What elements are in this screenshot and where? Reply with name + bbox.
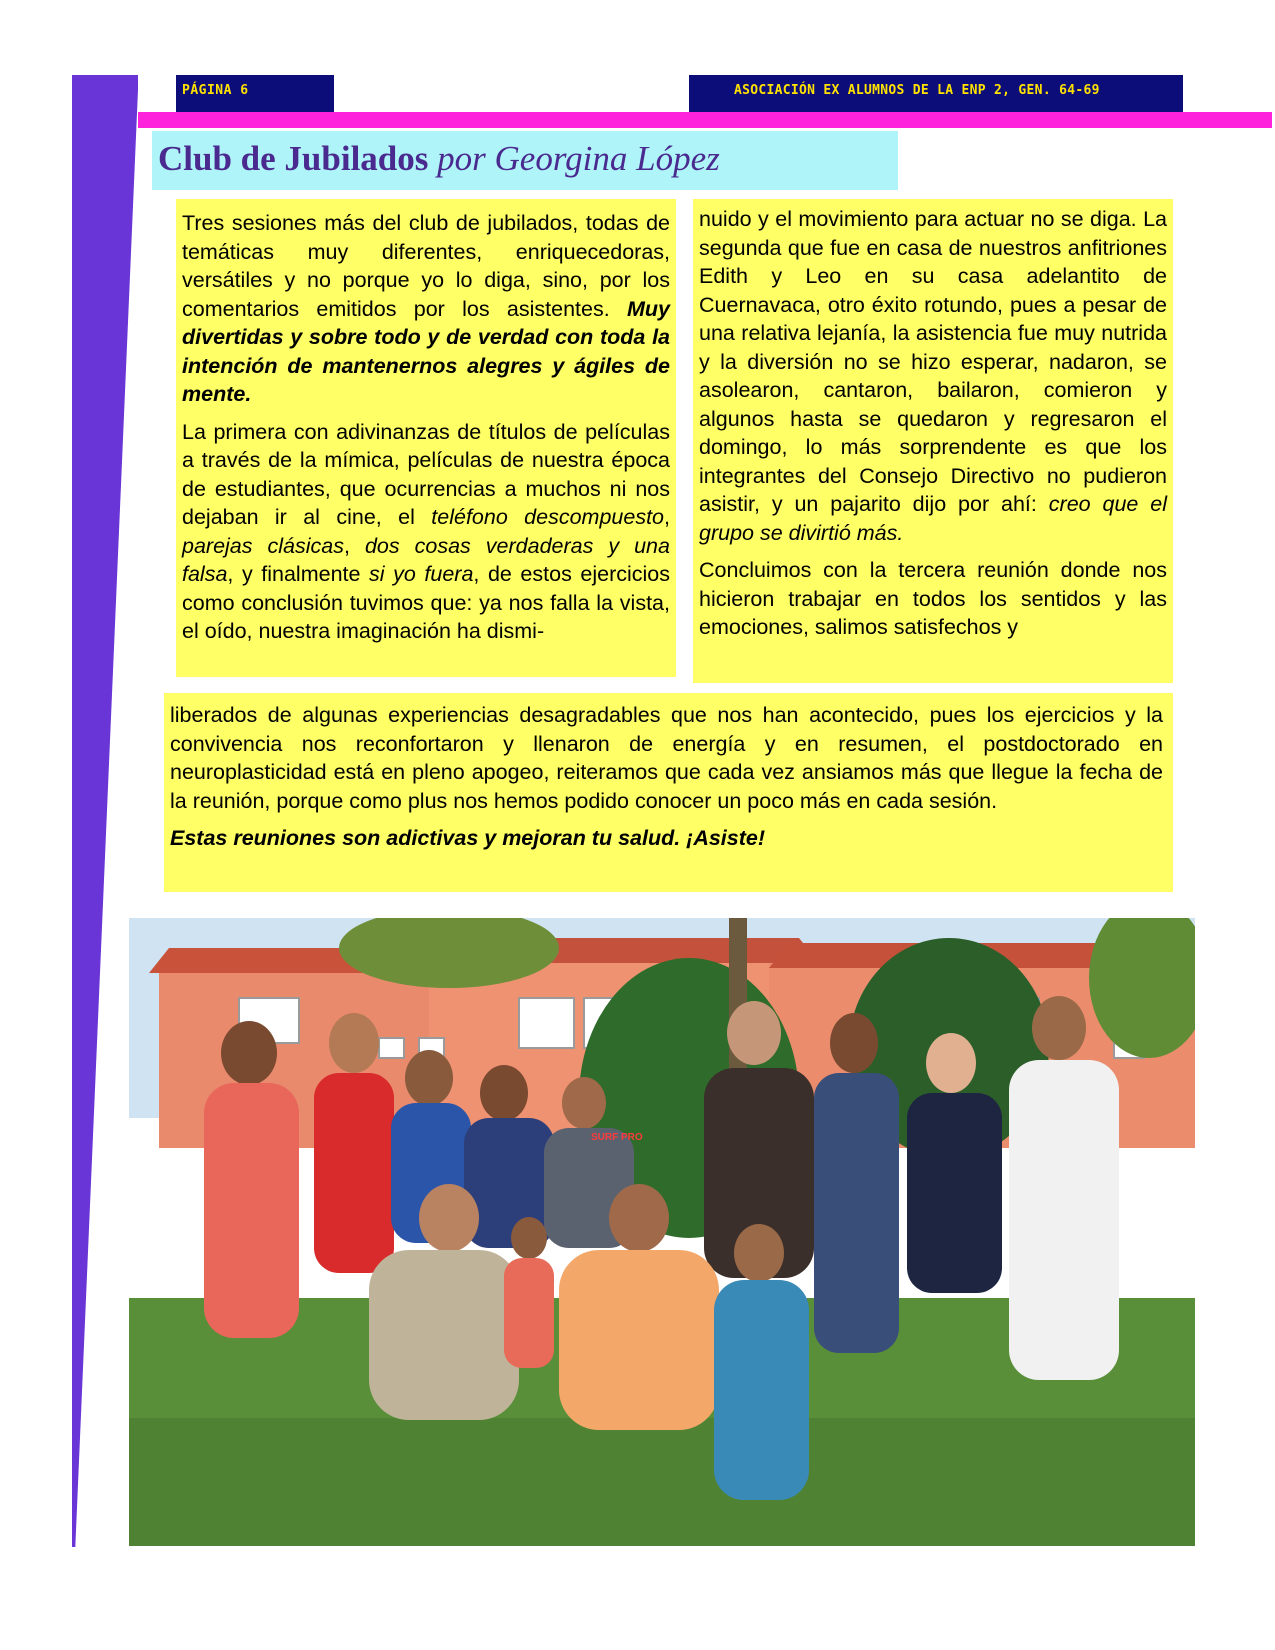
right-paragraph-2: Concluimos con la tercera reunión donde nos hicieron trabajar en todos los sentidos y las emociones, salimos satisfechos y: [699, 558, 1167, 639]
left-p2-italic-2: parejas clásicas: [182, 533, 344, 558]
left-p2-text-b: , y finalmente: [227, 562, 361, 586]
association-header: ASOCIACIÓN EX ALUMNOS DE LA ENP 2, GEN. 64-69: [689, 75, 1183, 112]
left-paragraph-2: [182, 418, 670, 646]
bottom-closing-line: Estas reuniones son adictivas y mejoran tu salud. ¡Asiste!: [170, 826, 766, 850]
left-p2-italic-1: teléfono descompuesto: [431, 505, 665, 529]
article-title-box: [152, 131, 898, 190]
left-p1-emphasis: Muy divertidas y sobre todo y de verdad con toda la intención de mantenernos alegres y ágiles de mente.: [182, 296, 670, 406]
right-p1-text: nuido y el movimiento para actuar no se diga. La segunda que fue en casa de nuestros anfitriones Edith y Leo en su casa adelantito de Cuernavaca, otro éxito rotundo, pues a pesar de una relativa lejanía, la asistencia fue muy nutrida y la diversión no se hizo esperar, nadaron, se asolearon, cantaron, bailaron, comieron y algunos hasta se quedaron y regresaron el domingo, lo más sorprendente es que los integrantes del Consejo Directivo no pudieron asistir, y un pajarito dijo por ahí:: [699, 207, 1167, 516]
header-rule: [138, 112, 1272, 128]
left-p2-italic-3: dos cosas verdaderas y una falsa: [182, 533, 670, 586]
right-column: [693, 199, 1173, 683]
bottom-paragraph-1: liberados de algunas experiencias desagradables que nos han acontecido, pues los ejercicios y la convivencia nos reconfortaron y llenaron de energía y en resumen, el postdoctorado en neuroplasticidad está en pleno apogeo, reiteramos que cada vez ansiamos más que llegue la fecha de la reunión, porque como plus nos hemos podido conocer un poco más en cada sesión.: [170, 703, 1163, 813]
group-photo: [129, 918, 1195, 1546]
article-title: [158, 139, 720, 179]
article-byline: por Georgina López: [437, 139, 720, 178]
page-number-label: PÁGINA 6: [176, 75, 334, 112]
article-title-text: Club de Jubilados: [158, 139, 429, 178]
left-paragraph-1: [182, 209, 670, 409]
left-p2-text-a: La primera con adivinanzas de títulos de películas a través de la mímica, películas de nuestra época de estudiantes, que ocurrencias a muchos ni nos dejaban ir al cine, el: [182, 419, 670, 529]
left-p2-text-c: , de estos ejercicios como conclusión tuvimos que: ya nos falla la vista, el oído, nuestra imaginación ha dismi-: [182, 562, 670, 643]
left-column: [176, 199, 676, 677]
left-p2-comma-2: ,: [343, 533, 350, 558]
group-photo-illustration: [129, 918, 1195, 1546]
right-paragraph-1: [699, 205, 1167, 547]
shirt-logo-text: SURF PRO: [591, 1132, 643, 1143]
left-p1-text: Tres sesiones más del club de jubilados, todas de temáticas muy diferentes, enriquecedoras, versátiles y no porque yo lo diga, sino, por los comentarios emitidos por los asistentes.: [182, 211, 670, 321]
left-p2-comma-1: ,: [664, 505, 670, 529]
left-p2-italic-4: si yo fuera: [369, 562, 474, 586]
bottom-column: [164, 693, 1173, 892]
right-p1-italic: creo que el grupo se divirtió más.: [699, 492, 1167, 545]
